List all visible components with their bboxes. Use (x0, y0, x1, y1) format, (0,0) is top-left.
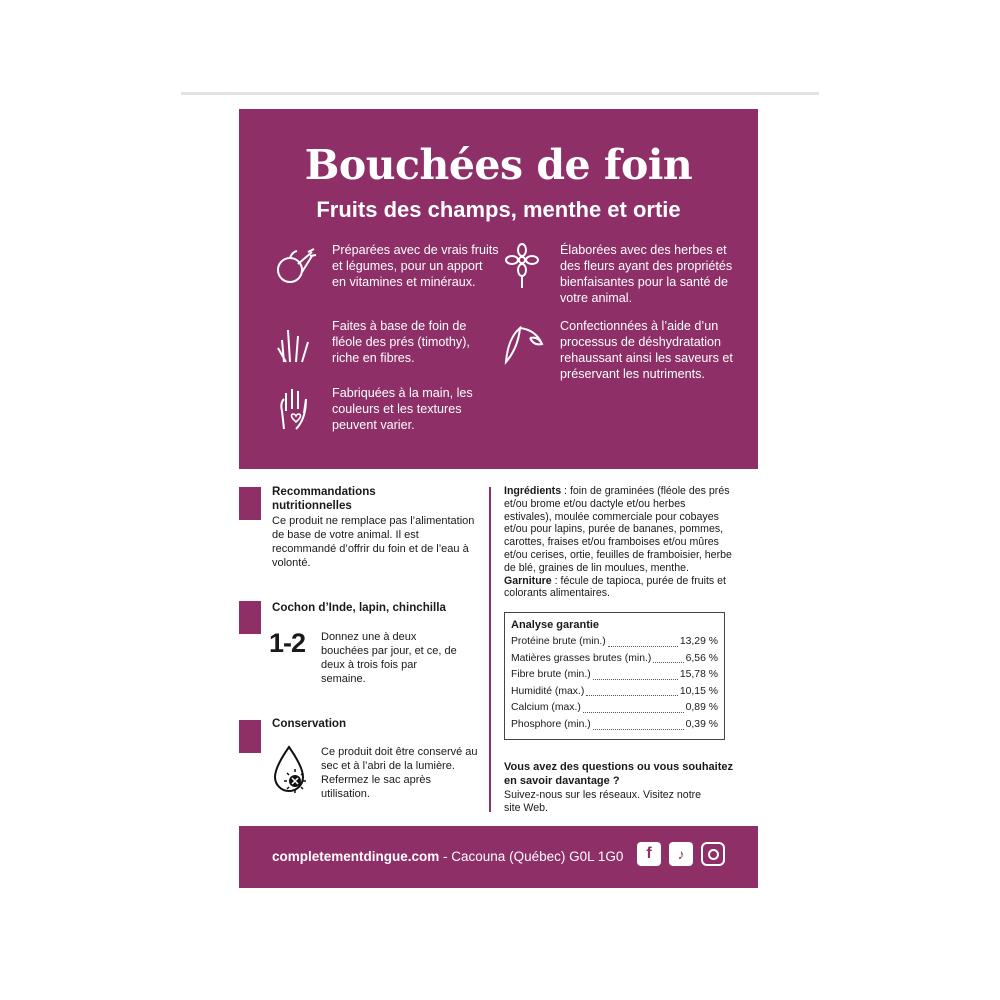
analysis-row: Phosphore (min.) 0,39 % (511, 718, 718, 730)
conservation-text: Ce produit doit être conservé au sec et à l’abri de la lumière. Refermez le sac après utilisation. (321, 746, 478, 800)
feature-item (272, 318, 500, 366)
hero-panel (239, 109, 758, 469)
section-marker (239, 487, 261, 520)
section-marker (239, 720, 261, 753)
dose-number: 1-2 (269, 628, 306, 658)
dose-text: Donnez une à deux bouchées par jour, et ce, de deux à trois fois par semaine. (321, 631, 457, 685)
product-label (239, 109, 758, 888)
feature-text: Préparées avec de vrais fruits et légumes, pour un apport en vitamines et minéraux. (332, 243, 499, 289)
instagram-icon[interactable] (701, 842, 725, 866)
feature-text: Confectionnées à l’aide d’un processus de déshydratation rehaussant ainsi les saveurs et préservant les nutriments. (560, 319, 733, 381)
column-divider (489, 487, 491, 812)
location-text: - Cacouna (Québec) G0L 1G0 (439, 849, 624, 864)
product-title: Bouchées de foin (304, 141, 693, 189)
ingredients-text: : foin de graminées (fléole des prés et/ou brome et/ou dactyle et/ou herbes estivales), moulée commerciale pour cobayes et/ou pour lapins, purée de bananes, pommes, carottes, fraises et/ou framboises et/ou mûres et/ou cerises, ortie, feuilles de framboisier, herbe de blé, graines de lin moulues, menthe. (504, 485, 732, 574)
analysis-row: Fibre brute (min.) 15,78 % (511, 669, 718, 681)
dry-storage-icon (271, 743, 315, 797)
product-subtitle: Fruits des champs, menthe et ortie (316, 197, 681, 222)
questions-text: Suivez-nous sur les réseaux. Visitez notre site Web. (504, 789, 702, 814)
dried-leaf-icon (500, 318, 548, 366)
tiktok-icon[interactable]: ♪ (669, 842, 693, 866)
feature-item (500, 318, 740, 382)
footer-address (272, 849, 623, 864)
feature-text: Élaborées avec des herbes et des fleurs ayant des propriétés bienfaisantes pour la santé de votre animal. (560, 243, 733, 305)
ingredients-block (504, 485, 734, 600)
analysis-heading: Analyse garantie (511, 619, 600, 631)
flower-icon (500, 242, 548, 290)
feature-item (272, 385, 500, 433)
feature-text: Fabriquées à la main, les couleurs et les textures peuvent varier. (332, 386, 473, 432)
hand-heart-icon (272, 385, 320, 433)
feature-item (500, 242, 740, 306)
analysis-row: Calcium (max.) 0,89 % (511, 702, 718, 714)
footer-bar (239, 826, 758, 888)
feature-text: Faites à base de foin de fléole des prés (timothy), riche en fibres. (332, 319, 470, 365)
garniture-label: Garniture (504, 574, 552, 587)
analysis-row: Protéine brute (min.) 13,29 % (511, 636, 718, 647)
nutrition-text: Ce produit ne remplace pas l’alimentation de base de votre animal. Il est recommandé d’offrir du foin et de l’eau à volonté. (272, 515, 475, 569)
analysis-row: Humidité (max.) 10,15 % (511, 685, 718, 697)
grass-icon (272, 318, 320, 366)
guaranteed-analysis-table (504, 612, 725, 740)
top-divider-line (181, 92, 819, 95)
feature-item (272, 242, 500, 290)
website-link[interactable]: completementdingue.com (272, 849, 440, 864)
questions-heading: Vous avez des questions ou vous souhaitez en savoir davantage ? (504, 761, 734, 787)
nutrition-heading: Recommandations nutritionnelles (272, 485, 376, 512)
facebook-icon[interactable]: f (637, 842, 661, 866)
species-heading: Cochon d’Inde, lapin, chinchilla (272, 601, 446, 614)
section-marker (239, 601, 261, 634)
conservation-heading: Conservation (272, 717, 347, 730)
garniture-text: : fécule de tapioca, purée de fruits et colorants alimentaires. (504, 574, 727, 600)
fruit-vegetable-icon (272, 242, 320, 290)
ingredients-label: Ingrédients (504, 485, 562, 497)
analysis-row: Matières grasses brutes (min.) 6,56 % (511, 652, 718, 664)
